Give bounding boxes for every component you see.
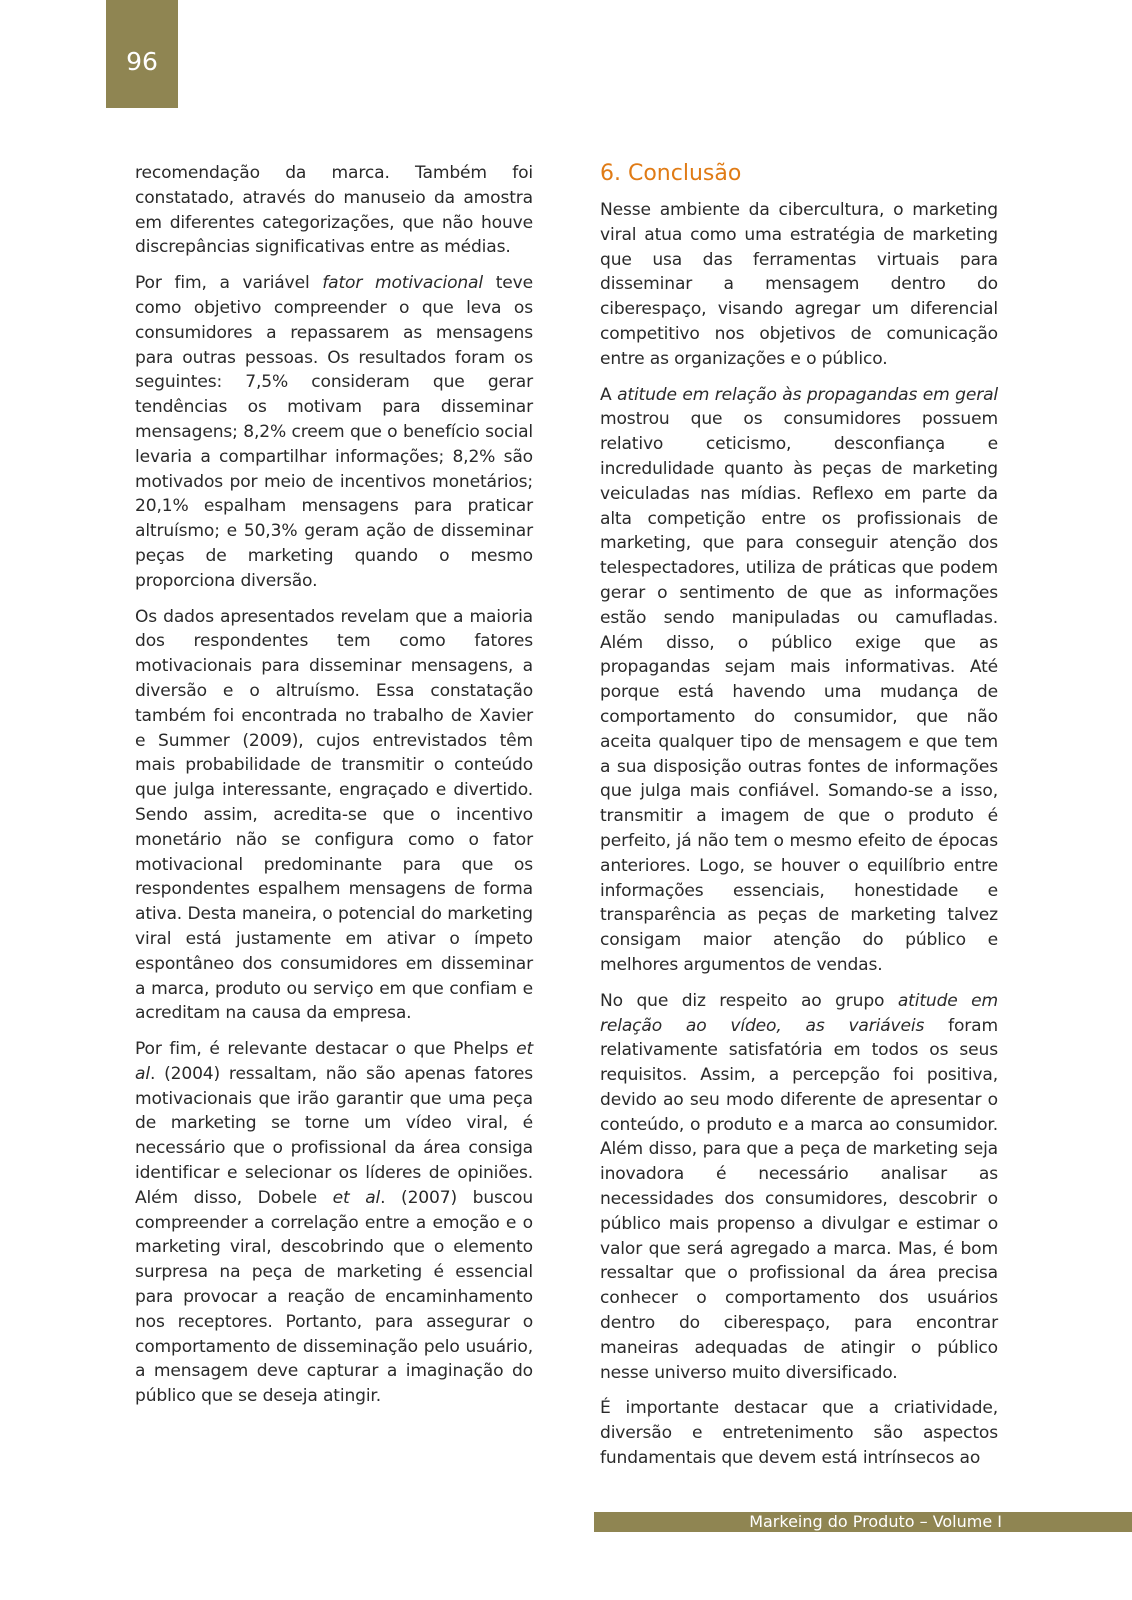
text-run: . (2004) ressaltam, não são apenas fatores motivacionais que irão garantir que uma peça de marketing se torne um vídeo viral, é necessário que o profissional da área consiga identificar e selecionar os líderes de opiniões. Além disso, Dobele xyxy=(135,1063,533,1208)
text-run: A xyxy=(600,384,618,405)
italic-term: atitude em relação ao vídeo, as variáveis xyxy=(600,990,999,1036)
section-heading: 6. Conclusão xyxy=(600,161,742,186)
paragraph: Os dados apresentados revelam que a maioria dos respondentes tem como fatores motivacionais para disseminar mensagens, a diversão e o altruísmo. Essa constatação também foi encontrada no trabalho de Xavier e Summer (2009), cujos entrevistados têm mais probabilidade de transmitir o conteúdo que julga interessante, engraçado e divertido. Sendo assim, acredita-se que o incentivo monetário não se configura como o fator motivacional predominante para que os respondentes espalhem mensagens de forma ativa. Desta maneira, o potencial do marketing viral está justamente em ativar o ímpeto espontâneo dos consumidores em disseminar a marca, produto ou serviço em que confiam e acreditam na causa da empresa. xyxy=(135,606,533,1024)
paragraph xyxy=(600,989,998,1386)
italic-term: fator motivacional xyxy=(322,273,483,294)
text-run: teve como objetivo compreender o que leva os consumidores a repassarem as mensagens para outras pessoas. Os resultados foram os seguintes: 7,5% consideram que gerar tendências os motivam para disseminar mensagens; 8,2% creem que o benefício social levaria a compartilhar informações; 8,2% são motivados por meio de incentivos monetários; 20,1% espalham mensagens para praticar altruísmo; e 50,3% geram ação de disseminar peças de marketing quando o mesmo proporciona diversão. xyxy=(135,273,533,591)
footer-title: Markeing do Produto – Volume I xyxy=(749,1512,1002,1531)
italic-term: et al xyxy=(135,1039,533,1084)
page-number: 96 xyxy=(126,47,158,76)
page-number-tab xyxy=(106,0,178,108)
footer-bar xyxy=(594,1512,1132,1532)
left-column xyxy=(135,161,533,1420)
text-run: . (2007) buscou compreender a correlação entre a emoção e o marketing viral, descobrindo que o elemento surpresa na peça de marketing é essencial para provocar a reação de encaminhamento nos receptores. Portanto, para assegurar o comportamento de disseminação pelo usuário, a mensagem deve capturar a imaginação do público que se deseja atingir. xyxy=(135,1187,533,1407)
text-run: No que diz respeito ao grupo xyxy=(600,990,898,1011)
italic-term: et al xyxy=(332,1187,381,1208)
text-run: mostrou que os consumidores possuem relativo ceticismo, desconfiança e incredulidade quanto às peças de marketing veiculadas nas mídias. Reflexo em parte da alta competição entre os profissionais de marketing, que para conseguir atenção dos telespectadores, utiliza de práticas que podem gerar o sentimento de que as informações estão sendo manipuladas ou camufladas. Além disso, o público exige que as propagandas sejam mais informativas. Até porque está havendo uma mudança de comportamento do consumidor, que não aceita qualquer tipo de mensagem e que tem a sua disposição outras fontes de informações que julga mais confiável. Somando-se a isso, transmitir a imagem de que o produto é perfeito, já não tem o mesmo efeito de épocas anteriores. Logo, se houver o equilíbrio entre informações essenciais, honestidade e transparência as peças de marketing talvez consigam maior atenção do público e melhores argumentos de vendas. xyxy=(600,409,998,975)
text-run: Por fim, é relevante destacar o que Phelps xyxy=(135,1039,517,1060)
text-run: foram relativamente satisfatória em todos os seus requisitos. Assim, a percepção foi positiva, devido ao seu modo diferente de apresentar o conteúdo, o produto e a marca ao consumidor. Além disso, para que a peça de marketing seja inovadora é necessário analisar as necessidades dos consumidores, descobrir o público mais propenso a divulgar e estimar o valor que será agregado a marca. Mas, é bom ressaltar que o profissional da área precisa conhecer o comportamento dos usuários dentro do ciberespaço, para encontrar maneiras adequadas de atingir o público nesse universo muito diversificado. xyxy=(600,1015,998,1383)
paragraph: Nesse ambiente da cibercultura, o marketing viral atua como uma estratégia de marketing que usa das ferramentas virtuais para disseminar a mensagem dentro do ciberespaço, visando agregar um diferencial competitivo nos objetivos de comunicação entre as organizações e o público. xyxy=(600,200,998,369)
paragraph xyxy=(600,383,998,978)
right-column xyxy=(600,159,998,1482)
paragraph xyxy=(135,1037,533,1409)
text-run: Por fim, a variável xyxy=(135,273,323,294)
paragraph: É importante destacar que a criatividade, diversão e entretenimento são aspectos fundamentais que devem está intrínsecos ao xyxy=(600,1398,998,1469)
paragraph xyxy=(135,271,533,593)
italic-term: atitude em relação às propagandas em geral xyxy=(617,384,999,405)
paragraph: recomendação da marca. Também foi constatado, através do manuseio da amostra em diferentes categorizações, que não houve discrepâncias significativas entre as médias. xyxy=(135,163,533,258)
